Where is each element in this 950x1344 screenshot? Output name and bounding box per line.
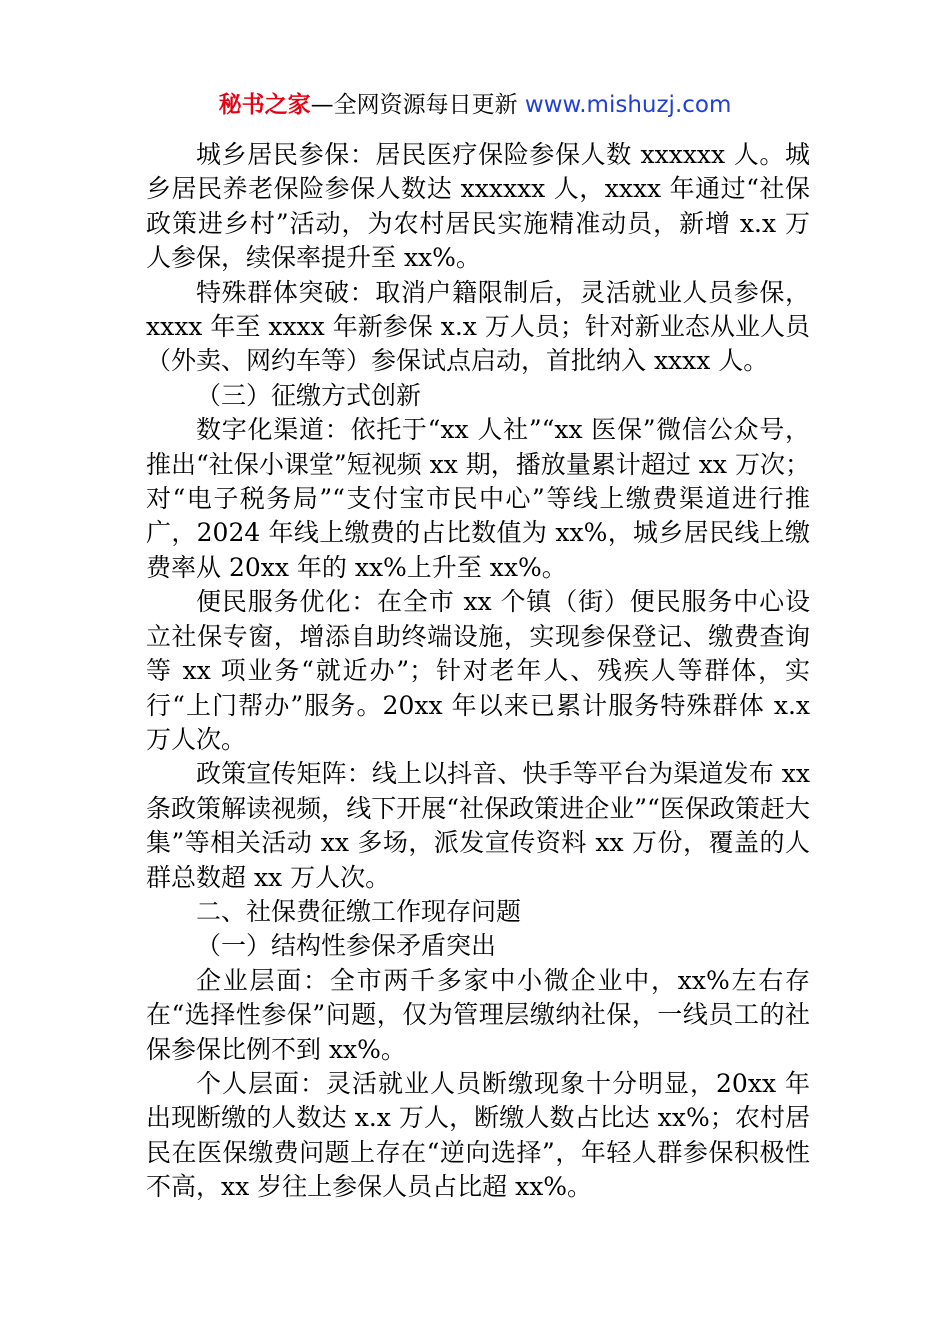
- paragraph-enterprise-level: 企业层面：全市两千多家中小微企业中，xx%左右存在“选择性参保”问题，仅为管理层缴纳社保，一线员工的社保参保比例不到 xx%。: [146, 965, 810, 1064]
- paragraph-service-optimization: 便民服务优化：在全市 xx 个镇（街）便民服务中心设立社保专窗，增添自助终端设施，实现参保登记、缴费查询等 xx 项业务“就近办”；针对老年人、残疾人等群体，实行“上门帮办”服务。20xx 年以来已累计服务特殊群体 x.x 万人次。: [146, 587, 810, 754]
- paragraph-digital-channels: 数字化渠道：依托于“xx 人社”“xx 医保”微信公众号，推出“社保小课堂”短视频 xx 期，播放量累计超过 xx 万次；对“电子税务局”“支付宝市民中心”等线上缴费渠道进行推广，2024 年线上缴费的占比数值为 xx%，城乡居民线上缴费率从 20xx 年的 xx%上升至 xx%。: [146, 415, 810, 582]
- paragraph-special-groups: 特殊群体突破：取消户籍限制后，灵活就业人员参保，xxxx 年至 xxxx 年新参保 x.x 万人员；针对新业态从业人员（外卖、网约车等）参保试点启动，首批纳入 xxxx 人。: [146, 277, 810, 376]
- site-brand: 秘书之家: [218, 92, 311, 118]
- section-heading-existing-problems: 二、社保费征缴工作现存问题: [196, 896, 522, 926]
- subsection-heading-structural-contradictions: （一）结构性参保矛盾突出: [196, 931, 497, 961]
- site-url-link[interactable]: www.mishuzj.com: [524, 92, 732, 118]
- document-body: [146, 138, 810, 1205]
- paragraph-urban-rural-insurance: 城乡居民参保：居民医疗保险参保人数 xxxxxx 人。城乡居民养老保险参保人数达 xxxxxx 人，xxxx 年通过“社保政策进乡村”活动，为农村居民实施精准动员，新增 x.x 万人参保，续保率提升至 xx%。: [146, 140, 810, 273]
- section-heading-collection-innovation: （三）征缴方式创新: [196, 380, 422, 410]
- site-header: [0, 88, 950, 122]
- paragraph-individual-level: 个人层面：灵活就业人员断缴现象十分明显，20xx 年出现断缴的人数达 x.x 万人，断缴人数占比达 xx%；农村居民在医保缴费问题上存在“逆向选择”，年轻人群参保积极性不高，xx 岁往上参保人员占比超 xx%。: [146, 1068, 810, 1202]
- paragraph-policy-promotion: 政策宣传矩阵：线上以抖音、快手等平台为渠道发布 xx 条政策解读视频，线下开展“社保政策进企业”“医保政策赶大集”等相关活动 xx 多场，派发宣传资料 xx 万份，覆盖的人群总数超 xx 万人次。: [146, 759, 810, 892]
- site-slogan: —全网资源每日更新: [310, 92, 525, 118]
